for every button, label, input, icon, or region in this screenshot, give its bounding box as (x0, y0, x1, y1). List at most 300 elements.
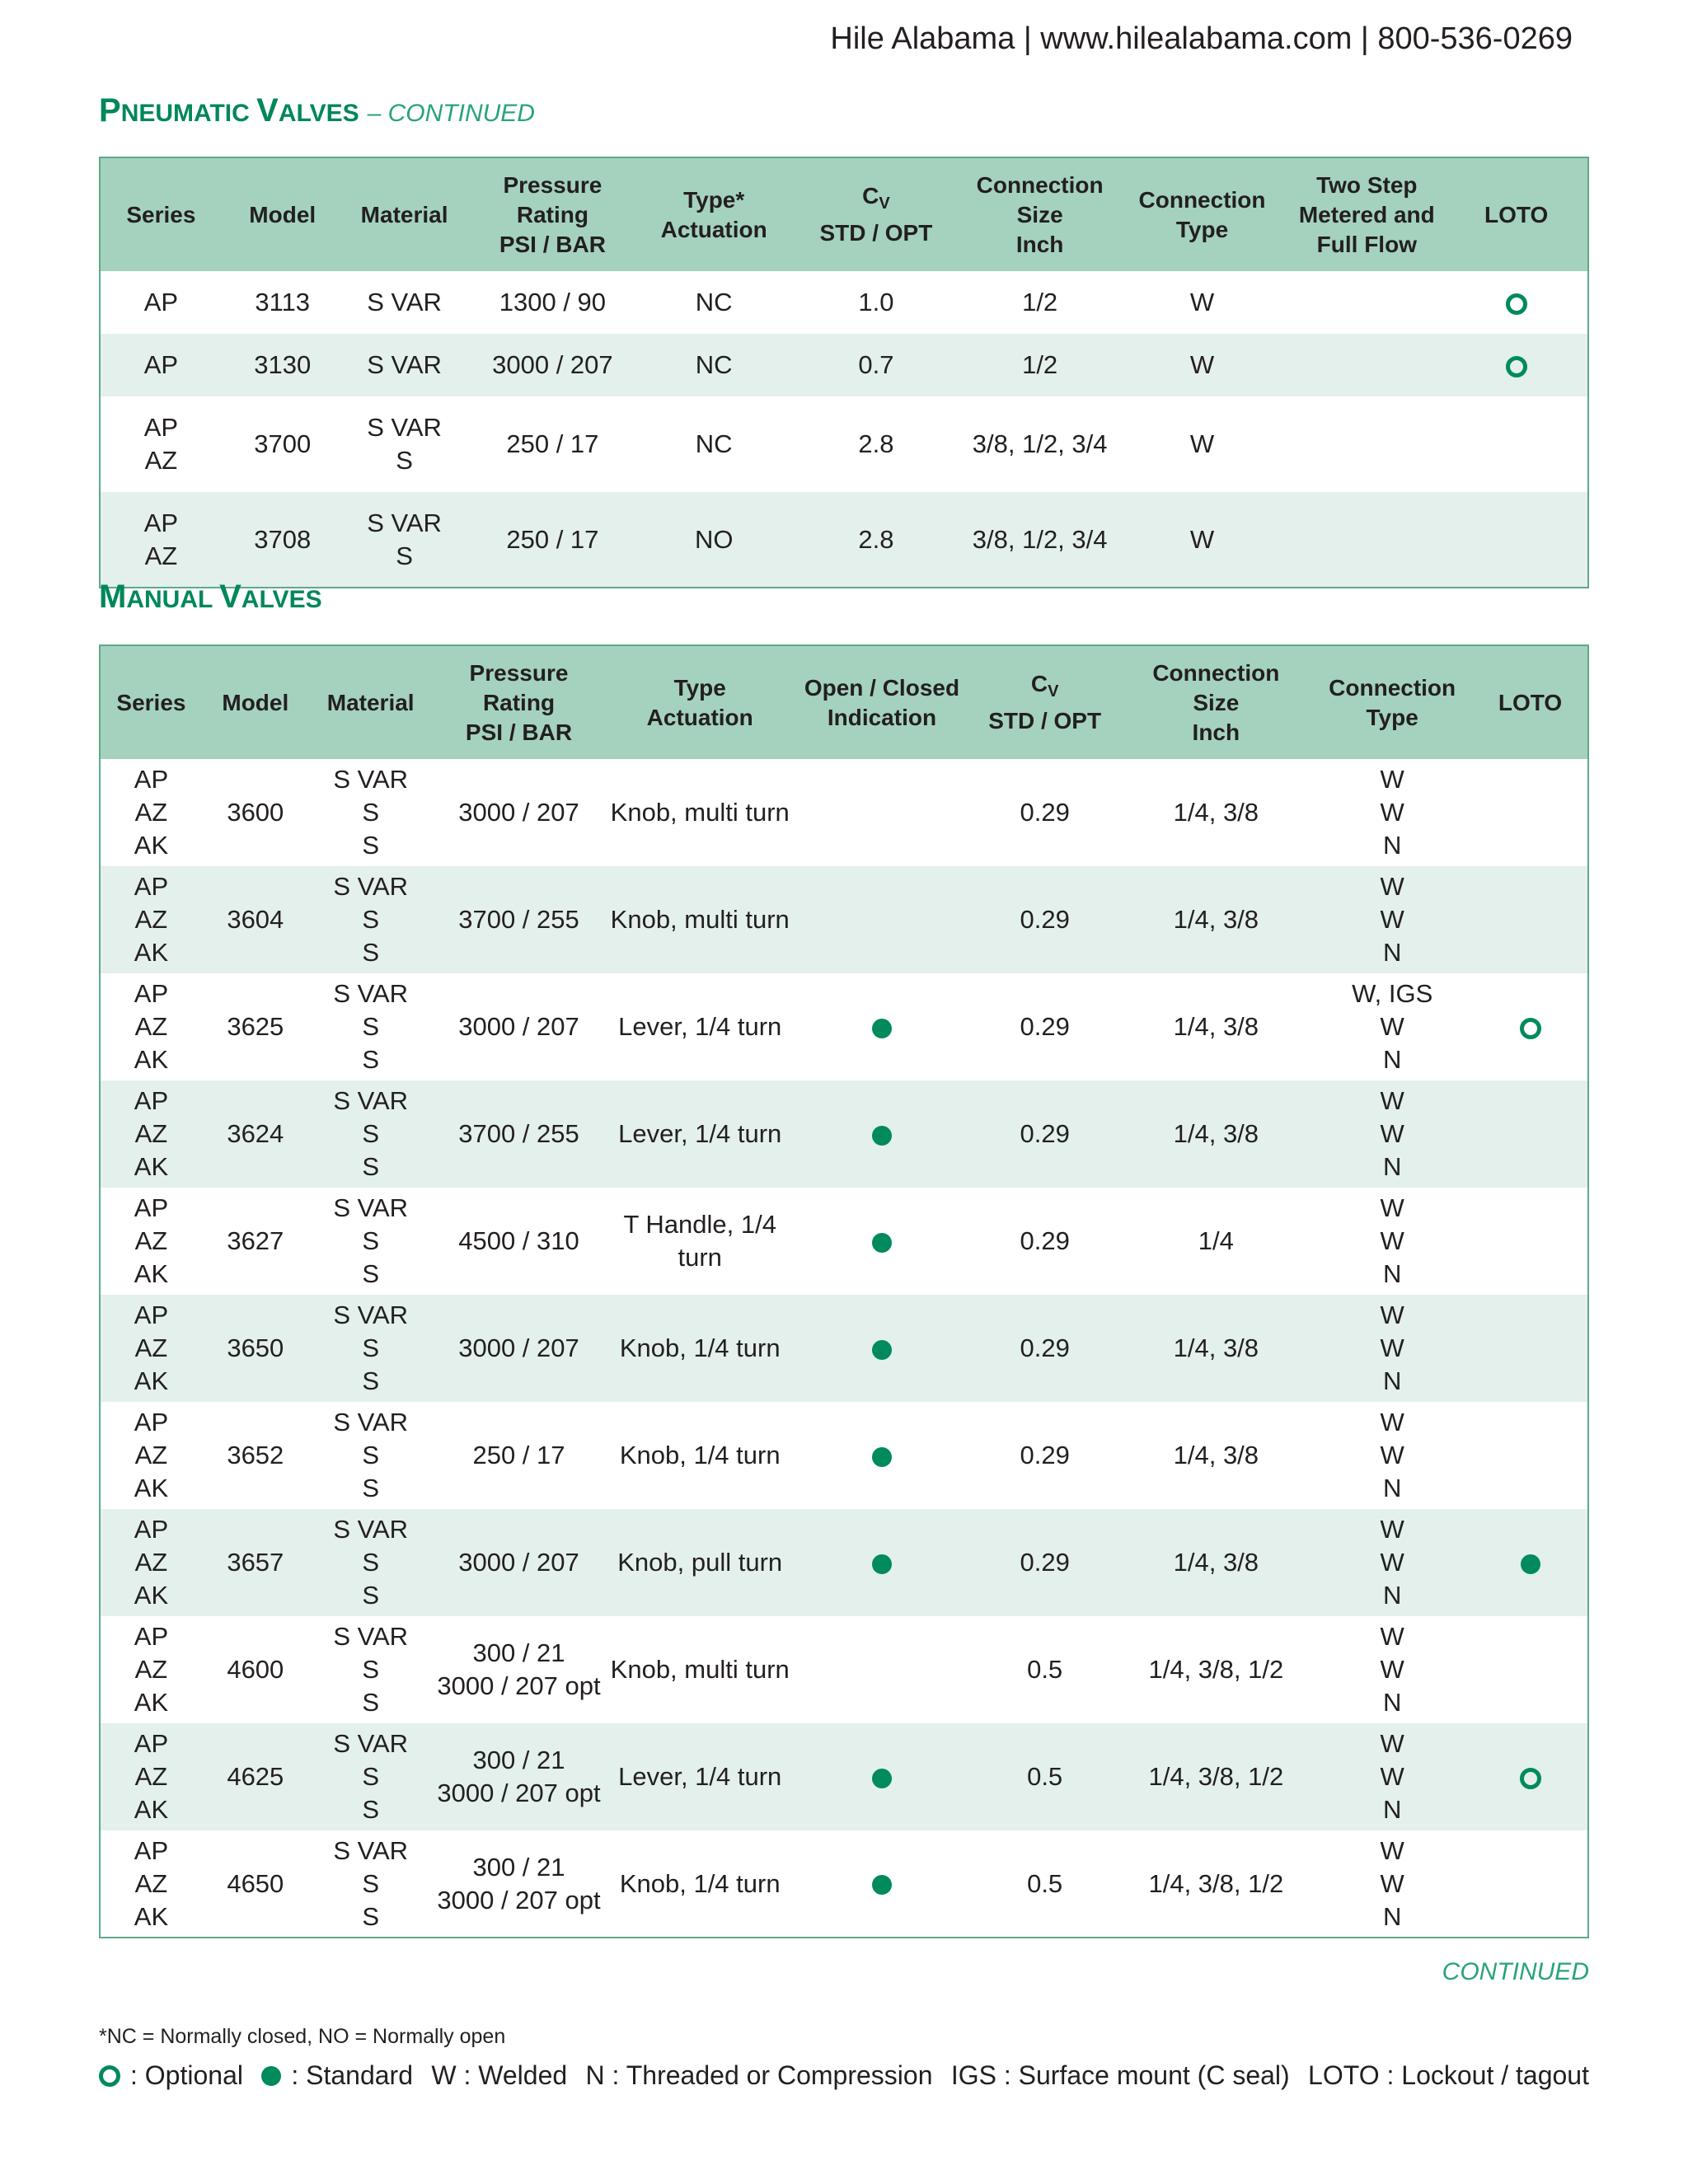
pressure-cell-line: 300 / 21 (472, 1746, 565, 1774)
connection-size-cell: 1/2 (964, 334, 1116, 396)
connection-type-cell-line: W (1380, 1301, 1404, 1329)
series-cell-line: AP (134, 1086, 169, 1115)
connection-size-cell: 1/4, 3/8, 1/2 (1148, 1868, 1284, 1898)
material-cell (309, 973, 433, 1080)
material-cell-line: S (362, 1655, 380, 1684)
connection-size-cell: 1/2 (1022, 288, 1058, 316)
connection-type-cell-line: W (1380, 1086, 1404, 1115)
connection-size-cell: 1/4, 3/8 (1120, 866, 1311, 973)
connection-type-cell-line: N (1382, 1581, 1402, 1610)
table-row (100, 492, 1588, 588)
connection-type-cell (1116, 396, 1289, 492)
connection-type-cell-line: N (1382, 1259, 1402, 1288)
material-cell-line: S VAR (367, 508, 442, 537)
pressure-cell (466, 396, 640, 492)
header-model: Model (222, 157, 344, 271)
series-cell-line: AP (134, 1408, 169, 1436)
two-step-cell (1288, 396, 1445, 492)
actuation-cell: Knob, 1/4 turn (619, 1868, 781, 1898)
cv-cell: 0.29 (969, 1295, 1121, 1402)
model-cell: 3657 (202, 1509, 309, 1616)
manual-section-title: MANUAL VALVES (99, 579, 322, 615)
series-cell-line: AZ (134, 1012, 168, 1041)
pressure-cell-line: 3700 / 255 (458, 905, 579, 934)
two-step-cell (1288, 492, 1445, 588)
series-cell (100, 1080, 202, 1188)
cv-cell: 0.5 (1027, 1868, 1063, 1898)
connection-type-cell-line: N (1382, 1474, 1402, 1502)
series-cell (100, 334, 222, 396)
hollow-circle-icon (1506, 293, 1527, 315)
material-cell (344, 492, 466, 588)
pressure-cell-line: 250 / 17 (506, 429, 599, 458)
cv-cell: 0.29 (1020, 1226, 1070, 1255)
series-cell-line: AZ (134, 1868, 168, 1898)
pressure-cell-line: 1300 / 90 (499, 288, 607, 316)
series-cell-line: AP (134, 1193, 169, 1222)
series-cell (100, 1616, 202, 1723)
series-cell-line: AZ (134, 1441, 168, 1469)
actuation-cell: NC (695, 429, 733, 458)
connection-type-cell-line: W (1380, 1762, 1404, 1791)
series-cell-line: AP (143, 350, 179, 379)
actuation-cell: Knob, pull turn (605, 1509, 795, 1616)
filled-circle-icon (1521, 1554, 1540, 1574)
pressure-cell (433, 1830, 606, 1938)
connection-size-cell: 1/4, 3/8 (1173, 1441, 1259, 1469)
material-cell-line: S VAR (367, 413, 442, 442)
model-cell: 3625 (227, 1012, 284, 1041)
connection-type-cell (1116, 271, 1289, 334)
legend-igs: IGS : Surface mount (C seal) (950, 2060, 1290, 2090)
filled-circle-icon (872, 1233, 892, 1253)
legend-threaded: N : Threaded or Compression (585, 2060, 933, 2090)
series-cell (100, 396, 222, 492)
series-cell (100, 1402, 202, 1509)
connection-type-cell (1311, 1188, 1473, 1295)
cv-cell: 0.29 (1020, 1441, 1070, 1469)
pressure-cell-line: 3000 / 207 (458, 1548, 579, 1577)
table-row (100, 1723, 1588, 1830)
indication-cell (795, 1616, 969, 1723)
cv-cell: 0.5 (1027, 1655, 1063, 1684)
series-cell (100, 1723, 202, 1830)
material-cell-line: S VAR (333, 872, 409, 901)
material-cell-line: S (362, 1441, 380, 1469)
model-cell: 3600 (227, 798, 284, 827)
header-connection-size: Connection Size Inch (1120, 645, 1311, 759)
connection-type-cell-line: N (1382, 938, 1402, 967)
table-row (100, 1830, 1588, 1938)
connection-type-cell (1311, 1402, 1473, 1509)
material-cell (344, 334, 466, 396)
actuation-cell: T Handle, 1/4 turn (623, 1210, 776, 1272)
header-loto: LOTO (1473, 645, 1588, 759)
material-cell-line: S VAR (333, 1515, 409, 1544)
material-cell-line: S VAR (333, 1835, 409, 1865)
material-cell (309, 866, 433, 973)
pressure-cell-line: 3000 / 207 opt (437, 1671, 601, 1700)
indication-cell (795, 866, 969, 973)
two-step-cell (1288, 271, 1445, 334)
connection-type-cell-line: W (1380, 1868, 1404, 1898)
actuation-cell: Knob, 1/4 turn (605, 1295, 795, 1402)
cv-cell: 0.29 (969, 1509, 1121, 1616)
connection-type-cell (1311, 973, 1473, 1080)
series-cell-line: AK (134, 1366, 169, 1395)
series-cell-line: AP (143, 508, 179, 537)
connection-type-cell-line: N (1382, 1795, 1402, 1824)
pressure-cell (433, 973, 606, 1080)
connection-type-cell-line: W (1380, 1441, 1404, 1469)
legend (99, 2060, 1589, 2091)
material-cell-line: S VAR (333, 765, 409, 794)
loto-cell (1473, 1723, 1588, 1830)
pressure-cell-line: 300 / 21 (472, 1852, 565, 1882)
material-cell (309, 1616, 433, 1723)
header-cv: $C_V$ STD / OPT (969, 645, 1121, 759)
connection-type-cell (1116, 334, 1289, 396)
pressure-cell-line: 3000 / 207 (492, 350, 613, 379)
table-row (100, 396, 1588, 492)
header-model: Model (202, 645, 309, 759)
series-cell-line: AP (134, 1835, 169, 1865)
connection-type-cell-line: W, IGS (1352, 979, 1433, 1008)
material-cell-line: S VAR (333, 979, 409, 1008)
table-row (100, 866, 1588, 973)
cv-cell: 1.0 (858, 288, 894, 316)
pressure-cell (433, 866, 606, 973)
cv-cell: 0.29 (969, 866, 1121, 973)
header-material: Material (344, 157, 466, 271)
indication-cell (795, 1188, 969, 1295)
connection-size-cell: 1/4, 3/8 (1120, 1080, 1311, 1188)
series-cell-line: AP (134, 765, 169, 794)
manual-valves-table (99, 644, 1589, 1938)
material-cell-line: S (362, 1226, 380, 1255)
pressure-cell-line: 250 / 17 (506, 524, 599, 554)
material-cell (309, 1080, 433, 1188)
material-cell-line: S (396, 446, 413, 475)
actuation-cell: Knob, multi turn (605, 866, 795, 973)
series-cell (100, 759, 202, 866)
connection-type-cell-line: W (1380, 1835, 1404, 1865)
pressure-cell-line: 3000 / 207 (458, 1333, 579, 1362)
pneumatic-header-row (100, 157, 1588, 271)
series-cell-line: AK (134, 1581, 169, 1610)
actuation-cell: Lever, 1/4 turn (605, 1723, 795, 1830)
connection-type-cell (1116, 492, 1289, 588)
header-type-actuation: Type Actuation (605, 645, 795, 759)
series-cell-line: AK (134, 831, 169, 860)
model-cell: 3113 (255, 288, 311, 316)
series-cell-line: AK (134, 1688, 169, 1717)
material-cell-line: S VAR (333, 1301, 409, 1329)
pressure-cell (433, 1723, 606, 1830)
filled-circle-icon (872, 1340, 892, 1360)
pressure-cell (433, 1295, 606, 1402)
legend-optional: : Optional (99, 2060, 243, 2091)
material-cell-line: S (396, 541, 413, 570)
material-cell (344, 271, 466, 334)
model-cell: 3650 (202, 1295, 309, 1402)
series-cell-line: AP (134, 872, 169, 901)
pressure-cell (466, 334, 640, 396)
loto-cell (1473, 1402, 1588, 1509)
filled-circle-icon (872, 1875, 892, 1895)
material-cell-line: S (362, 905, 380, 934)
model-cell: 3708 (222, 492, 344, 588)
filled-circle-icon (872, 1447, 892, 1467)
series-cell-line: AK (134, 1901, 169, 1931)
pressure-cell-line: 250 / 17 (472, 1441, 565, 1469)
connection-type-cell-line: W (1189, 350, 1215, 379)
pressure-cell-line: 3000 / 207 (458, 1012, 579, 1041)
material-cell (309, 1723, 433, 1830)
pressure-cell-line: 300 / 21 (472, 1638, 565, 1667)
table-row (100, 334, 1588, 396)
connection-type-cell-line: W (1380, 1548, 1404, 1577)
connection-size-cell: 1/4, 3/8 (1120, 1295, 1311, 1402)
model-cell: 4650 (227, 1868, 284, 1898)
indication-cell (795, 973, 969, 1080)
table-row (100, 1616, 1588, 1723)
legend-standard: : Standard (261, 2060, 413, 2091)
hollow-circle-icon (1520, 1768, 1541, 1789)
filled-circle-icon (872, 1554, 892, 1574)
contact-header: Hile Alabama | www.hilealabama.com | 800-536-0269 (830, 21, 1573, 56)
header-open-closed-indication: Open / Closed Indication (795, 645, 969, 759)
pressure-cell (433, 1188, 606, 1295)
series-cell (100, 1830, 202, 1938)
loto-cell (1473, 1188, 1588, 1295)
actuation-cell: Knob, 1/4 turn (619, 1441, 781, 1469)
table-row (100, 1402, 1588, 1509)
loto-cell (1445, 492, 1588, 588)
header-connection-type: Connection Type (1116, 157, 1289, 271)
pressure-cell-line: 3000 / 207 opt (437, 1885, 601, 1915)
pneumatic-section-title: PNEUMATIC VALVES – CONTINUED (99, 92, 535, 129)
series-cell-line: AZ (134, 1333, 168, 1362)
connection-type-cell-line: W (1380, 765, 1404, 794)
table-row (100, 1080, 1588, 1188)
material-cell-line: S VAR (333, 1086, 409, 1115)
pressure-cell (433, 1616, 606, 1723)
connection-type-cell-line: W (1380, 1193, 1404, 1222)
connection-type-cell-line: N (1382, 1366, 1402, 1395)
series-cell-line: AP (143, 413, 179, 442)
connection-size-cell: 1/4, 3/8, 1/2 (1148, 1655, 1284, 1684)
material-cell-line: S (362, 938, 380, 967)
material-cell-line: S (362, 1548, 380, 1577)
material-cell-line: S VAR (333, 1729, 409, 1758)
material-cell-line: S (362, 1868, 380, 1898)
pressure-cell (433, 1080, 606, 1188)
series-cell-line: AK (134, 938, 169, 967)
header-pressure-rating: Pressure Rating PSI / BAR (433, 645, 606, 759)
indication-cell (795, 1509, 969, 1616)
series-cell (100, 866, 202, 973)
material-cell-line: S (362, 831, 380, 860)
series-cell-line: AZ (134, 1655, 168, 1684)
header-connection-type: Connection Type (1311, 645, 1473, 759)
pressure-cell (466, 492, 640, 588)
actuation-cell: Lever, 1/4 turn (618, 1012, 782, 1041)
legend-welded: W : Welded (431, 2060, 568, 2090)
pressure-cell (433, 1402, 606, 1509)
connection-type-cell-line: W (1380, 1408, 1404, 1436)
pressure-cell-line: 3000 / 207 opt (437, 1779, 601, 1807)
filled-circle-icon (261, 2066, 281, 2086)
connection-type-cell-line: W (1380, 1119, 1404, 1148)
indication-cell (795, 759, 969, 866)
connection-type-cell (1311, 1509, 1473, 1616)
pressure-cell (433, 759, 606, 866)
filled-circle-icon (872, 1019, 892, 1038)
material-cell-line: S (362, 1762, 380, 1791)
connection-size-cell: 3/8, 1/2, 3/4 (972, 429, 1108, 458)
material-cell-line: S VAR (333, 1408, 409, 1436)
model-cell: 3700 (254, 429, 312, 458)
material-cell-line: S (362, 798, 380, 827)
material-cell-line: S (362, 1012, 380, 1041)
indication-cell (795, 1080, 969, 1188)
loto-cell (1473, 973, 1588, 1080)
material-cell (309, 1295, 433, 1402)
loto-cell (1473, 866, 1588, 973)
pressure-cell (466, 271, 640, 334)
series-cell-line: AP (134, 1301, 169, 1329)
model-cell: 3627 (227, 1226, 284, 1255)
material-cell-line: S (362, 1152, 380, 1181)
indication-cell (795, 1723, 969, 1830)
model-cell: 4600 (227, 1655, 284, 1684)
connection-size-cell: 1/4, 3/8 (1173, 798, 1259, 827)
connection-type-cell (1311, 1080, 1473, 1188)
series-cell-line: AZ (144, 541, 178, 570)
material-cell-line: S (362, 1333, 380, 1362)
hollow-circle-icon (99, 2065, 120, 2087)
series-cell-line: AZ (134, 798, 168, 827)
table-row (100, 759, 1588, 866)
material-cell-line: S (362, 1901, 380, 1931)
model-cell: 3624 (202, 1080, 309, 1188)
connection-type-cell-line: W (1380, 1012, 1404, 1041)
pressure-cell-line: 3700 / 255 (458, 1119, 579, 1148)
material-cell-line: S VAR (333, 1622, 409, 1651)
series-cell-line: AP (134, 1729, 169, 1758)
connection-type-cell-line: W (1189, 429, 1215, 458)
pressure-cell-line: 3000 / 207 (458, 798, 579, 827)
series-cell-line: AK (134, 1795, 169, 1824)
connection-type-cell-line: W (1380, 1622, 1404, 1651)
series-cell-line: AZ (134, 1226, 168, 1255)
pneumatic-valves-table (99, 157, 1589, 588)
connection-type-cell-line: W (1380, 1729, 1404, 1758)
model-cell: 3604 (202, 866, 309, 973)
material-cell-line: S (362, 1474, 380, 1502)
series-cell (100, 1295, 202, 1402)
filled-circle-icon (872, 1126, 892, 1146)
model-cell: 4625 (202, 1723, 309, 1830)
connection-type-cell-line: N (1382, 1152, 1402, 1181)
material-cell-line: S (362, 1688, 380, 1717)
loto-cell (1445, 334, 1588, 396)
connection-size-cell: 1/4, 3/8 (1173, 1012, 1259, 1041)
connection-type-cell (1311, 1616, 1473, 1723)
material-cell-line: S (362, 1045, 380, 1074)
pressure-cell-line: 4500 / 310 (458, 1226, 579, 1255)
series-cell-line: AP (134, 979, 169, 1008)
material-cell-line: S (362, 1366, 380, 1395)
connection-type-cell-line: W (1380, 905, 1404, 934)
loto-cell (1473, 1616, 1588, 1723)
connection-type-cell-line: W (1380, 798, 1404, 827)
header-two-step: Two Step Metered and Full Flow (1288, 157, 1445, 271)
series-cell-line: AP (143, 288, 179, 316)
connection-type-cell-line: W (1380, 1515, 1404, 1544)
connection-type-cell-line: W (1380, 1655, 1404, 1684)
connection-type-cell-line: N (1382, 1688, 1402, 1717)
cv-cell: 0.29 (1020, 798, 1070, 827)
connection-type-cell-line: N (1382, 831, 1402, 860)
header-material: Material (309, 645, 433, 759)
series-cell (100, 973, 202, 1080)
table-row (100, 271, 1588, 334)
continued-label: CONTINUED (1442, 1958, 1589, 1985)
cv-cell: 2.8 (858, 429, 894, 458)
series-cell-line: AP (134, 1622, 169, 1651)
model-cell: 3652 (227, 1441, 284, 1469)
series-cell (100, 492, 222, 588)
loto-cell (1473, 1295, 1588, 1402)
material-cell-line: S (362, 1119, 380, 1148)
legend-loto: LOTO : Lockout / tagout (1308, 2060, 1589, 2090)
footnote: *NC = Normally closed, NO = Normally open (99, 2025, 506, 2048)
material-cell-line: S VAR (367, 350, 442, 379)
material-cell (309, 1509, 433, 1616)
connection-type-cell-line: W (1380, 1333, 1404, 1362)
material-cell (344, 396, 466, 492)
connection-size-cell: 1/4, 3/8 (1120, 1509, 1311, 1616)
series-cell-line: AK (134, 1259, 169, 1288)
loto-cell (1473, 1509, 1588, 1616)
connection-type-cell (1311, 759, 1473, 866)
indication-cell (795, 1830, 969, 1938)
material-cell-line: S VAR (367, 288, 442, 316)
series-cell (100, 1188, 202, 1295)
actuation-cell: Lever, 1/4 turn (605, 1080, 795, 1188)
connection-type-cell (1311, 1723, 1473, 1830)
cv-cell: 0.7 (788, 334, 964, 396)
loto-cell (1473, 1080, 1588, 1188)
indication-cell (795, 1295, 969, 1402)
cv-cell: 2.8 (788, 492, 964, 588)
connection-type-cell (1311, 866, 1473, 973)
material-cell-line: S (362, 1795, 380, 1824)
header-connection-size: Connection Size Inch (964, 157, 1116, 271)
loto-cell (1473, 759, 1588, 866)
material-cell (309, 1402, 433, 1509)
material-cell-line: S (362, 1581, 380, 1610)
series-cell-line: AK (134, 1474, 169, 1502)
hollow-circle-icon (1520, 1018, 1541, 1039)
header-loto: LOTO (1445, 157, 1588, 271)
hollow-circle-icon (1506, 356, 1527, 377)
two-step-cell (1288, 334, 1445, 396)
actuation-cell: NO (640, 492, 788, 588)
connection-type-cell (1311, 1830, 1473, 1938)
